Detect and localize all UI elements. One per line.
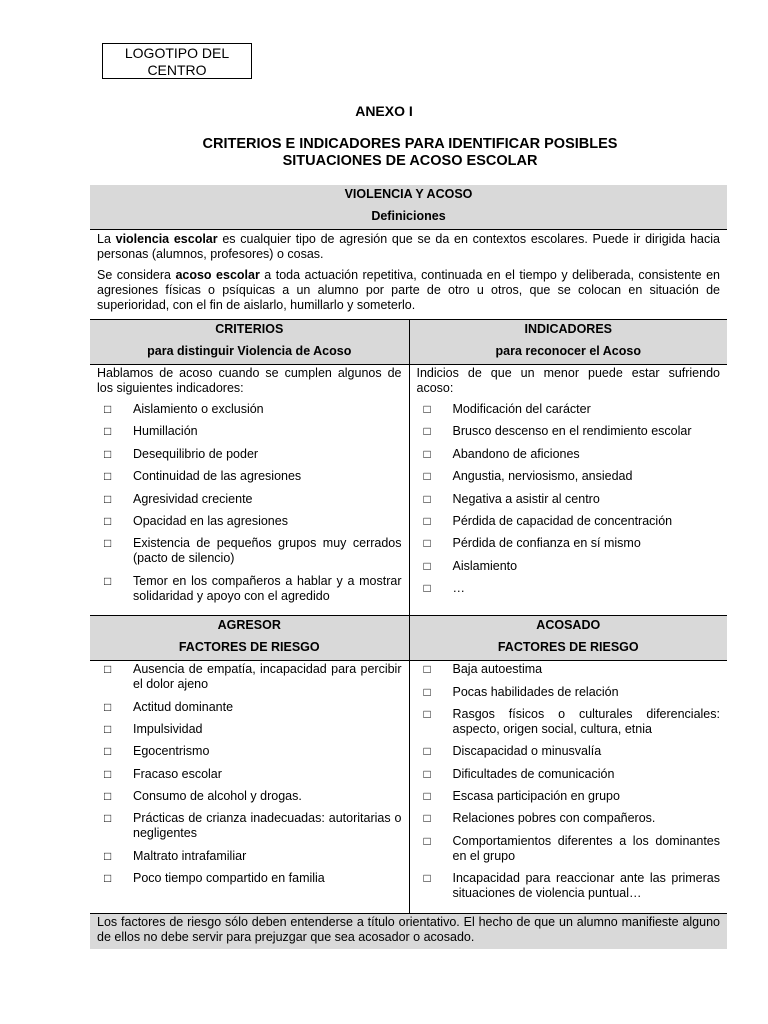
aggressor-column [90, 661, 409, 913]
checklist-item-text: Prácticas de crianza inadecuadas: autoritarias o negligentes [133, 811, 402, 841]
checklist-item [417, 834, 721, 864]
checkbox-icon: □ [104, 871, 112, 886]
checkbox-icon: □ [104, 811, 112, 826]
checkbox-icon: □ [104, 424, 112, 439]
checkbox-icon: □ [423, 706, 431, 721]
checkbox-icon: □ [104, 573, 112, 588]
checkbox-icon: □ [104, 513, 112, 528]
checklist-item [97, 447, 402, 462]
checkbox-icon: □ [104, 402, 112, 416]
checklist-item-text: Escasa participación en grupo [452, 789, 620, 804]
checkbox-icon: □ [423, 833, 431, 848]
checkbox-icon: □ [423, 491, 431, 506]
checkbox-icon: □ [104, 789, 112, 804]
checklist-item [417, 871, 721, 901]
checklist-item-text: Pérdida de capacidad de concentración [452, 513, 673, 528]
checklist-item-text: Incapacidad para reaccionar ante las primeras situaciones de violencia puntual… [452, 871, 720, 901]
checklist-item-text: Poco tiempo compartido en familia [133, 871, 325, 886]
checklist-item [417, 581, 721, 596]
definitions-block [90, 229, 727, 319]
checklist-item [417, 447, 721, 462]
checkbox-icon: □ [104, 699, 112, 714]
victim-column [409, 661, 728, 913]
checklist-item [97, 811, 402, 841]
criteria-header: CRITERIOS para distinguir Violencia de Acoso [90, 320, 409, 364]
checklist-item [417, 811, 721, 826]
checklist-item [97, 744, 402, 759]
checklist-item-text: Fracaso escolar [133, 766, 222, 781]
logo-line-1: LOGOTIPO DEL [124, 45, 230, 61]
checklist-item [97, 767, 402, 782]
violence-section-header [90, 185, 727, 229]
checklist-item [417, 707, 721, 737]
checkbox-icon: □ [423, 811, 431, 826]
checklist-item [97, 492, 402, 507]
checklist-item [417, 424, 721, 439]
indicators-intro: Indicios de que un menor puede estar sufriendo acoso: [416, 366, 720, 395]
checkbox-icon: □ [423, 766, 431, 781]
aggressor-risk-list [97, 662, 402, 886]
checkbox-icon: □ [423, 789, 431, 804]
checkbox-icon: □ [104, 744, 112, 759]
checklist-item-text: Aislamiento o exclusión [133, 402, 264, 416]
checkbox-icon: □ [423, 424, 431, 439]
page-title [180, 136, 640, 170]
checklist-item-text: Rasgos físicos o culturales diferenciales: aspecto, origen social, cultura, etnia [452, 706, 720, 736]
checklist-item-text: Egocentrismo [133, 744, 210, 759]
checklist-item-text: Agresividad creciente [133, 491, 253, 506]
checklist-item-text: Pocas habilidades de relación [452, 684, 619, 699]
checklist-item-text: Modificación del carácter [452, 402, 591, 416]
checkbox-icon: □ [423, 446, 431, 461]
criteria-intro: Hablamos de acoso cuando se cumplen algunos de los siguientes indicadores: [97, 366, 402, 395]
checkbox-icon: □ [104, 766, 112, 781]
checkbox-icon: □ [104, 848, 112, 863]
checklist-item-text: Actitud dominante [133, 699, 234, 714]
checkbox-icon: □ [423, 662, 431, 677]
definition-school-violence: La violencia escolar es cualquier tipo de agresión que se da en contextos escolares. Puede ir dirigida hacia personas (alumnos, profesores) o cosas. [97, 232, 720, 261]
checklist-item-text: Abandono de aficiones [452, 446, 580, 461]
checkbox-icon: □ [423, 744, 431, 759]
checkbox-icon: □ [423, 469, 431, 484]
checklist-item-text: Baja autoestima [452, 662, 543, 677]
checklist-item-text: Negativa a asistir al centro [452, 491, 600, 506]
checklist-item [97, 574, 402, 604]
victim-header: ACOSADO FACTORES DE RIESGO [409, 616, 728, 660]
checkbox-icon: □ [423, 558, 431, 573]
checklist-item-text: Existencia de pequeños grupos muy cerrados (pacto de silencio) [133, 536, 402, 566]
checklist-item [417, 789, 721, 804]
checkbox-icon: □ [423, 581, 431, 596]
checklist-item [417, 559, 721, 574]
victim-risk-list [417, 662, 721, 901]
definitions-subheading: Definiciones [371, 209, 446, 223]
checklist-item [97, 700, 402, 715]
checklist-item-text: Humillación [133, 424, 198, 439]
checklist-item-text: Aislamiento [452, 558, 518, 573]
indicators-list [417, 402, 721, 596]
checkbox-icon: □ [423, 871, 431, 886]
checklist-item-text: Desequilibrio de poder [133, 446, 259, 461]
checklist-item-text: Temor en los compañeros a hablar y a mostrar solidaridad y apoyo con el agredido [133, 573, 402, 603]
checklist-item [417, 767, 721, 782]
checklist-item-text: Angustia, nerviosismo, ansiedad [452, 469, 633, 484]
criteria-table [90, 185, 727, 949]
checklist-item [417, 662, 721, 677]
checkbox-icon: □ [104, 536, 112, 551]
risk-factors-body-row [90, 660, 727, 913]
checklist-item [97, 424, 402, 439]
checklist-item-text: Continuidad de las agresiones [133, 469, 302, 484]
checklist-item-text: … [452, 581, 465, 596]
checklist-item [97, 722, 402, 737]
footnote: Los factores de riesgo sólo deben entenderse a título orientativo. El hecho de que un alumno manifieste alguno de ellos no debe servir para prejuzgar que sea acosador o acosado. [90, 913, 727, 949]
checkbox-icon: □ [423, 513, 431, 528]
checklist-item [97, 469, 402, 484]
checklist-item-text: Pérdida de confianza en sí mismo [452, 536, 641, 551]
checklist-item-text: Consumo de alcohol y drogas. [133, 789, 302, 804]
checklist-item [417, 744, 721, 759]
checklist-item [417, 514, 721, 529]
violence-heading: VIOLENCIA Y ACOSO [344, 187, 473, 201]
checklist-item [97, 662, 402, 692]
checklist-item [97, 871, 402, 886]
checklist-item [417, 469, 721, 484]
checklist-item [97, 536, 402, 566]
logo-line-2: CENTRO [147, 62, 207, 78]
checkbox-icon: □ [104, 446, 112, 461]
checklist-item [417, 685, 721, 700]
checklist-item [97, 849, 402, 864]
checkbox-icon: □ [104, 469, 112, 484]
checklist-item-text: Impulsividad [133, 721, 203, 736]
checklist-item [97, 514, 402, 529]
checklist-item [417, 492, 721, 507]
criteria-column [90, 365, 409, 615]
criteria-list [97, 402, 402, 604]
checklist-item-text: Dificultades de comunicación [452, 766, 615, 781]
indicators-column [409, 365, 728, 615]
logo-placeholder [102, 43, 252, 79]
checklist-item-text: Brusco descenso en el rendimiento escolar [452, 424, 692, 439]
risk-factors-header-row [90, 615, 727, 660]
checklist-item-text: Comportamientos diferentes a los dominantes en el grupo [452, 833, 720, 863]
checklist-item-text: Relaciones pobres con compañeros. [452, 811, 656, 826]
checkbox-icon: □ [104, 491, 112, 506]
checklist-item [97, 789, 402, 804]
checkbox-icon: □ [423, 536, 431, 551]
definition-bullying: Se considera acoso escolar a toda actuación repetitiva, continuada en el tiempo y deliberada, consistente en agresiones físicas o psíquicas a un alumno por parte de otro u otros, que se colocan en situación de superioridad, con el fin de aislarlo, humillarlo y someterlo. [97, 268, 721, 312]
criteria-indicators-header-row [90, 319, 727, 364]
criteria-indicators-body-row [90, 364, 727, 615]
checkbox-icon: □ [423, 402, 431, 416]
checklist-item [417, 402, 721, 417]
checklist-item-text: Opacidad en las agresiones [133, 513, 288, 528]
indicators-header: INDICADORES para reconocer el Acoso [409, 320, 728, 364]
checklist-item-text: Maltrato intrafamiliar [133, 848, 247, 863]
checklist-item-text: Ausencia de empatía, incapacidad para percibir el dolor ajeno [133, 662, 402, 692]
checklist-item-text: Discapacidad o minusvalía [452, 744, 602, 759]
checkbox-icon: □ [104, 662, 112, 677]
checkbox-icon: □ [423, 684, 431, 699]
page-title-line-2: SITUACIONES DE ACOSO ESCOLAR [282, 153, 538, 169]
aggressor-header: AGRESOR FACTORES DE RIESGO [90, 616, 409, 660]
checkbox-icon: □ [104, 721, 112, 736]
page-title-line-1: CRITERIOS E INDICADORES PARA IDENTIFICAR POSIBLES [202, 136, 618, 152]
annex-label: ANEXO I [355, 103, 413, 119]
checklist-item [97, 402, 402, 417]
checklist-item [417, 536, 721, 551]
